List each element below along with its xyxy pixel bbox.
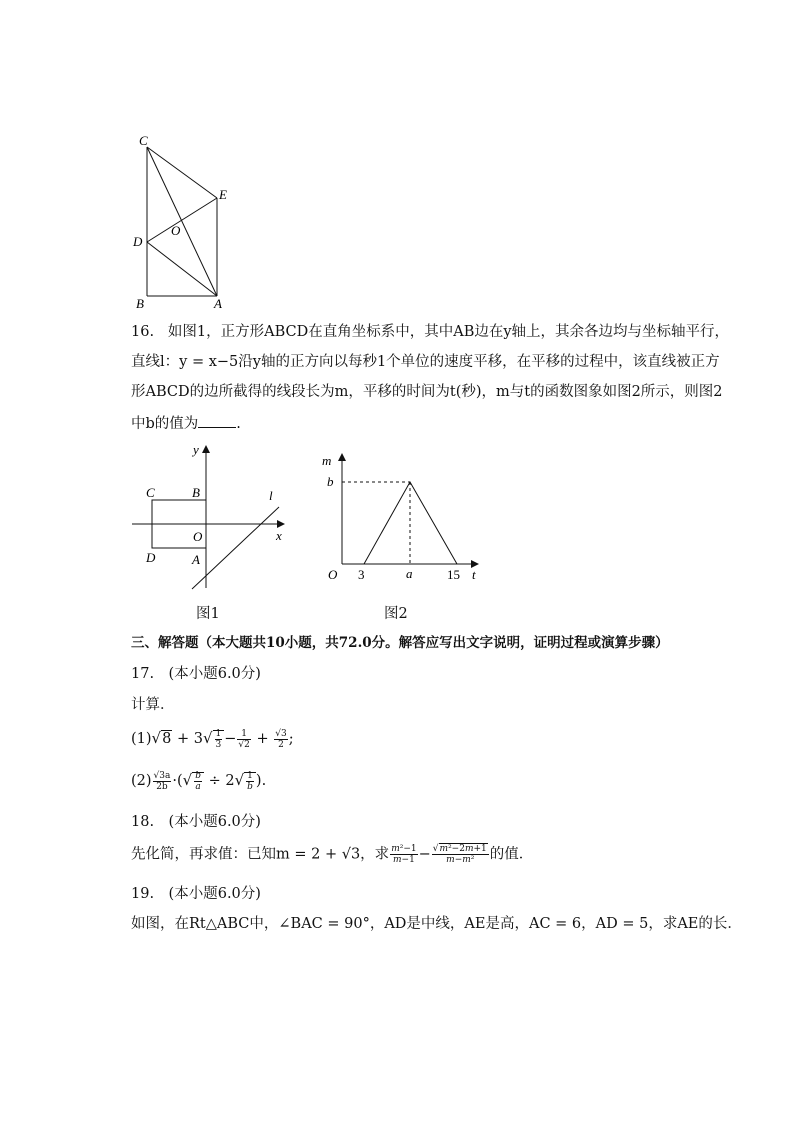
q17-part1-label: (1) (131, 731, 152, 747)
q18-text-prefix: 先化简，再求值：已知m = 2 + √3，求 (131, 846, 390, 863)
figure-1 (126, 438, 296, 598)
fig2-label-15: 15 (447, 567, 460, 582)
fig1-label-x: x (276, 528, 282, 543)
segment-ca (147, 147, 217, 296)
q16-line4 (131, 413, 241, 434)
q17-header: 17. (本小题6.0分) (131, 666, 261, 682)
label-e: E (219, 187, 227, 202)
label-o: O (171, 223, 181, 238)
q16-number: 16. (131, 324, 155, 340)
segment-da (147, 242, 217, 296)
q18-text: 先化简，再求值：已知m = 2 + √3，求 $\frac{\text{m²−1}}{m-1}$ − $\frac{\text{√m²−2m+1}}{\text{m−m²}}$ 的值． (131, 844, 534, 865)
q19-header: 19. (本小题6.0分) (131, 886, 261, 902)
label-b: B (136, 296, 144, 310)
q16-line4-suffix: . (236, 416, 241, 432)
segment-de (147, 198, 217, 242)
fig2-label-b: b (327, 474, 334, 489)
label-c: C (139, 133, 148, 148)
q16-line1 (131, 322, 729, 342)
fig2-label-a: a (406, 566, 413, 581)
section3-heading: 三、解答题（本大题共10小题，共72.0分。解答应写出文字说明，证明过程或演算步骤） (131, 635, 669, 651)
fig1-label-c: C (146, 485, 155, 500)
fig1-label-a: A (192, 552, 200, 567)
fig2-label-o: O (328, 567, 338, 582)
q16-line1-text: 如图1，正方形ABCD在直角坐标系中，其中AB边在y轴上，其余各边均与坐标轴平行， (167, 324, 730, 340)
q18-text-suffix: 的值． (489, 846, 534, 863)
fig2-label-t: t (472, 567, 476, 582)
q19-text: 如图，在Rt△ABC中，∠BAC = 90°，AD是中线，AE是高，AC = 6，AD = 5，求AE的长． (131, 916, 742, 932)
fig1-label-o: O (193, 529, 203, 544)
fig2-caption: 图2 (384, 606, 408, 622)
q16-line4-prefix: 中b的值为 (131, 416, 199, 432)
q17-part2: (2) $\frac{√3a}{2b}$ ·(√ $\frac{b}{a}$ ÷ 2√ $\frac{1}{b}$ ). (131, 770, 267, 792)
fig1-caption: 图1 (196, 606, 220, 622)
label-a: A (214, 296, 222, 310)
answer-blank[interactable] (198, 413, 236, 428)
q17-instruction: 计算． (131, 697, 175, 713)
q18-header: 18. (本小题6.0分) (131, 814, 261, 830)
figure-2 (318, 448, 488, 588)
fig1-label-b: B (192, 485, 200, 500)
fig1-label-l: l (269, 488, 273, 503)
q16-line3: 形ABCD的边所截得的线段长为m，平移的时间为t(秒)，m与t的函数图象如图2所示，则图2 (131, 384, 723, 400)
segment-ce (147, 147, 217, 198)
top-geometry-figure (128, 128, 238, 310)
q17-part2-label: (2) (131, 773, 152, 789)
fig1-label-y: y (193, 442, 199, 457)
fig2-label-3: 3 (358, 567, 365, 582)
fig2-label-m: m (322, 453, 332, 468)
fig1-label-d: D (146, 550, 156, 565)
label-d: D (133, 234, 143, 249)
q16-line2: 直线l：y = x−5沿y轴的正方向以每秒1个单位的速度平移，在平移的过程中，该直线被正方 (131, 354, 720, 370)
q17-part1: (1)√8 + 3√ $\frac{1}{3}$ − $\frac{1}{√2}$ + $\frac{√3}{2}$ ; (131, 728, 294, 750)
